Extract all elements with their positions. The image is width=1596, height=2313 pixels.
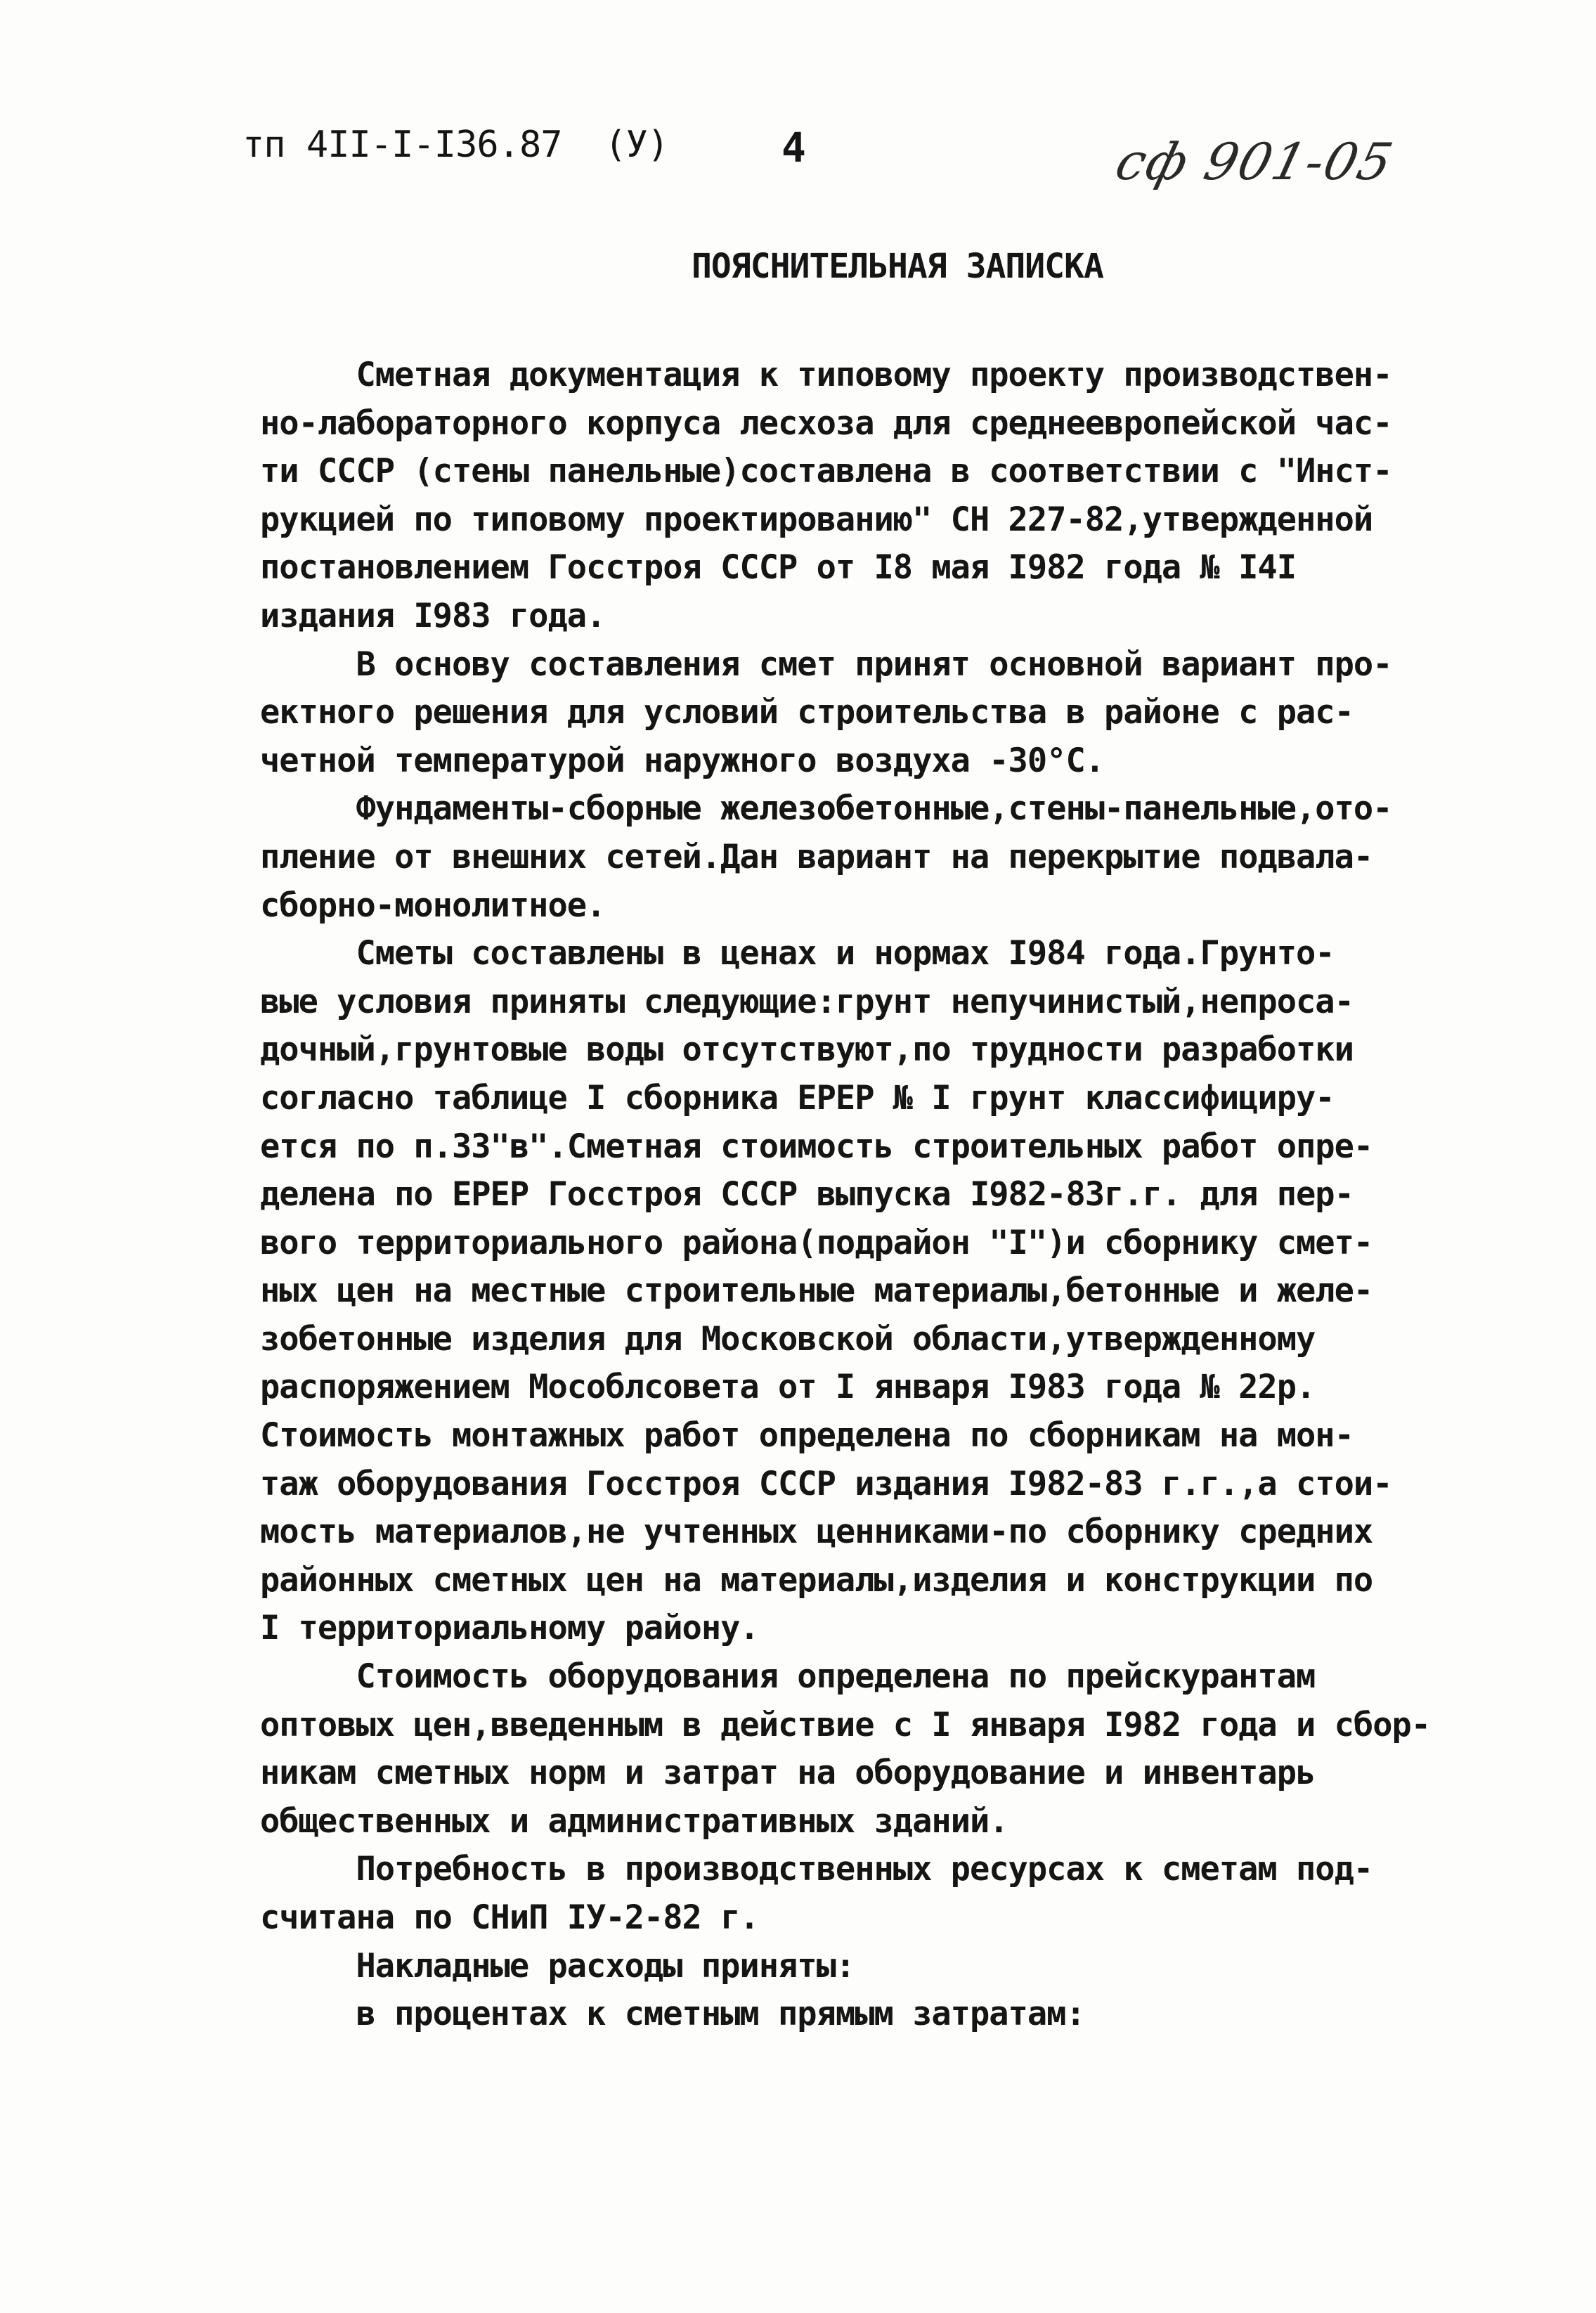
text-line: Сметы составлены в ценах и нормах I984 года.Грунто- <box>260 934 1335 973</box>
text-line: Потребность в производственных ресурсах к сметам под- <box>260 1850 1373 1889</box>
document-title: ПОЯСНИТЕЛЬНАЯ ЗАПИСКА <box>692 247 1103 286</box>
text-line: Стоимость монтажных работ определена по сборникам на мон- <box>260 1416 1354 1456</box>
text-line: ектного решения для условий строительства в районе с рас- <box>260 693 1354 732</box>
text-line: вые условия приняты следующие:грунт непучинистый,непроса- <box>260 982 1354 1021</box>
text-line: зобетонные изделия для Московской области,утвержденному <box>260 1319 1316 1359</box>
text-line: но-лабораторного корпуса лесхоза для среднеевропейской час- <box>260 403 1392 443</box>
body-text <box>260 351 1511 2039</box>
text-line: Сметная документация к типовому проекту производствен- <box>260 356 1392 394</box>
text-line: оптовых цен,введенным в действие с I января I982 года и сбор- <box>260 1705 1431 1744</box>
handwritten-note: сф 901-05 <box>1110 132 1400 191</box>
text-line: издания I983 года. <box>260 596 606 635</box>
text-line: I территориальному району. <box>260 1609 759 1648</box>
text-line: общественных и административных зданий. <box>260 1801 1008 1841</box>
text-line: Фундаменты-сборные железобетонные,стены-панельные,ото- <box>260 789 1392 829</box>
text-line: считана по СНиП IУ-2-82 г. <box>260 1898 759 1937</box>
text-line: районных сметных цен на материалы,изделия и конструкции по <box>260 1560 1373 1600</box>
text-line: мость материалов,не учтенных ценниками-по сборнику средних <box>260 1512 1373 1552</box>
text-line: Накладные расходы приняты: <box>260 1946 855 1985</box>
text-line: Стоимость оборудования определена по прейскурантам <box>260 1657 1316 1697</box>
text-line: постановлением Госстроя СССР от I8 мая I982 года № I4I <box>260 548 1297 588</box>
text-line: дочный,грунтовые воды отсутствуют,по трудности разработки <box>260 1030 1354 1070</box>
text-line: ется по п.33"в".Сметная стоимость строительных работ опре- <box>260 1127 1373 1166</box>
text-line: рукцией по типовому проектированию" СН 227-82,утвержденной <box>260 500 1373 539</box>
document-code: тп 4II-I-I36.87 (У) <box>242 124 669 166</box>
page-number: 4 <box>781 124 806 171</box>
text-line: никам сметных норм и затрат на оборудование и инвентарь <box>260 1754 1316 1793</box>
text-line: сборно-монолитное. <box>260 886 606 925</box>
text-line: делена по ЕРЕР Госстроя СССР выпуска I982-83г.г. для пер- <box>260 1175 1354 1214</box>
text-line: пление от внешних сетей.Дан вариант на перекрытие подвала- <box>260 837 1373 876</box>
text-line: ти СССР (стены панельные)составлена в соответствии с "Инст- <box>260 452 1392 491</box>
text-line: вого территориального района(подрайон "I")и сборнику смет- <box>260 1223 1373 1262</box>
text-line: таж оборудования Госстроя СССР издания I982-83 г.г.,а стои- <box>260 1464 1392 1503</box>
text-line: в процентах к сметным прямым затратам: <box>260 1995 1085 2034</box>
text-line: четной температурой наружного воздуха -30°С. <box>260 741 1105 780</box>
text-line: В основу составления смет принят основной вариант про- <box>260 644 1392 684</box>
text-line: согласно таблице I сборника ЕРЕР № I грунт классифициру- <box>260 1078 1335 1117</box>
text-line: распоряжением Мособлсовета от I января I983 года № 22р. <box>260 1368 1316 1407</box>
text-line: ных цен на местные строительные материалы,бетонные и желе- <box>260 1271 1373 1311</box>
